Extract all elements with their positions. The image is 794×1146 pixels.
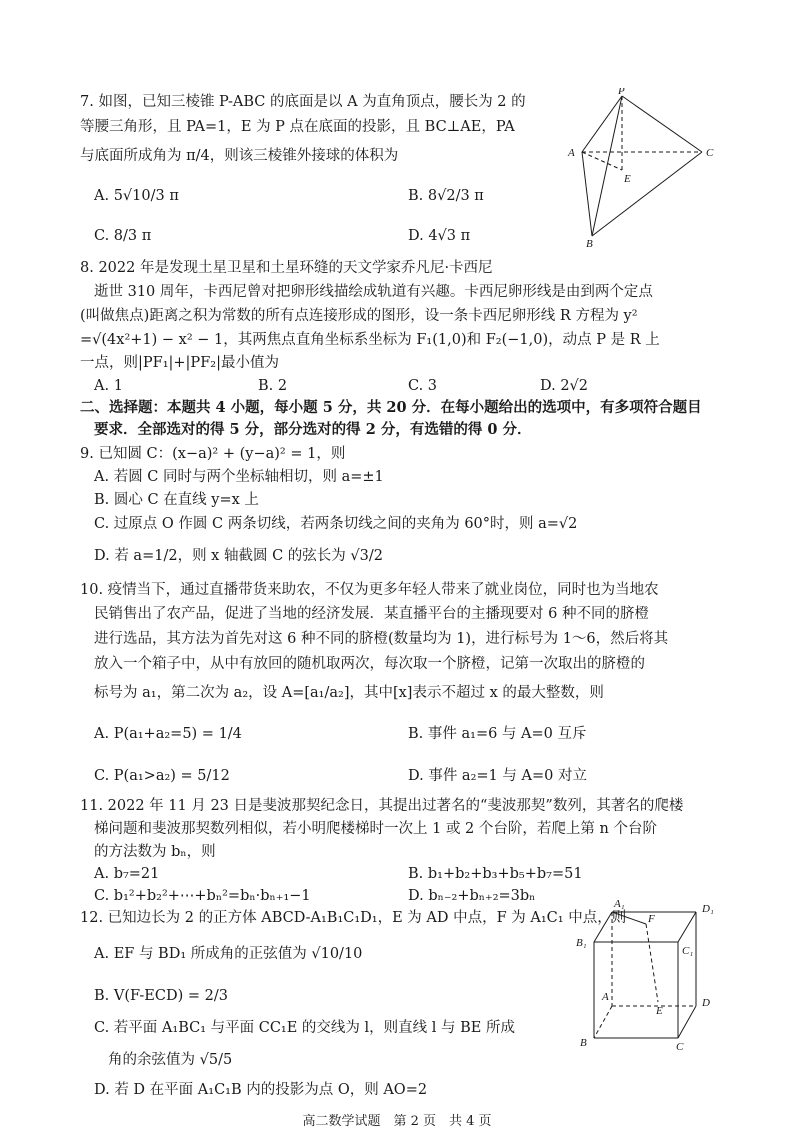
cube-figure [568,894,728,1054]
label-b: B [580,1037,587,1049]
q10-option-b: B. 事件 a₁=6 与 A=0 互斥 [408,726,587,742]
q9-option-a: A. 若圆 C 同时与两个坐标轴相切，则 a=±1 [94,469,384,485]
edge-pc [622,96,702,152]
q12-option-c-line-2: 角的余弦值为 √5/5 [108,1052,233,1068]
label-b1: B₁ [576,937,587,949]
q10-option-a: A. P(a₁+a₂=5) = 1/4 [94,726,242,742]
q8-line-3: (叫做焦点)距离之积为常数的所有点连接形成的图形，设一条卡西尼卵形线 R 方程为 y² [80,308,638,324]
q10-line-2: 民销售出了农产品，促进了当地的经济发展．某直播平台的主播现要对 6 种不同的脐橙 [94,606,649,622]
q7-line-2: 等腰三角形，且 PA=1，E 为 P 点在底面的投影，且 BC⊥AE，PA [80,119,515,135]
q8-line-5: 一点，则|PF₁|+|PF₂|最小值为 [80,355,279,371]
section-2-heading: 二、选择题：本题共 4 小题，每小题 5 分，共 20 分．在每小题给出的选项中，有多项符合题目 [80,399,702,416]
label-e: E [656,1005,663,1017]
label-f: F [648,913,655,925]
q10-option-d: D. 事件 a₂=1 与 A=0 对立 [408,768,587,784]
edge-ab [582,152,592,236]
q8-line-2: 逝世 310 周年，卡西尼曾对把卵形线描绘成轨道有兴趣。卡西尼卵形线是由到两个定点 [94,284,653,300]
label-d: D [702,997,710,1009]
q12-option-c-line-1: C. 若平面 A₁BC₁ 与平面 CC₁E 的交线为 l，则直线 l 与 BE 所成 [94,1020,515,1036]
q10-option-c: C. P(a₁>a₂) = 5/12 [94,768,230,784]
segment-ae [582,152,622,170]
q12-option-b: B. V(F-ECD) = 2/3 [94,988,228,1004]
q11-option-b: B. b₁+b₂+b₃+b₅+b₇=51 [408,866,583,882]
q8-option-b: B. 2 [258,378,288,394]
q10-line-3: 进行选品，其方法为首先对这 6 种不同的脐橙(数量均为 1)，进行标号为 1～6，然后将其 [94,631,669,647]
label-c: C [706,147,714,159]
q7-option-c: C. 8/3 π [94,228,152,244]
label-a1: A₁ [614,898,625,910]
q12-option-d: D. 若 D 在平面 A₁C₁B 内的投影为点 O，则 AO=2 [94,1082,428,1098]
q8-option-c: C. 3 [408,378,438,394]
q12-option-a: A. EF 与 BD₁ 所成角的正弦值为 √10/10 [94,946,363,962]
q11-line-2: 梯问题和斐波那契数列相似，若小明爬楼梯时一次上 1 或 2 个台阶，若爬上第 n 个台阶 [94,821,657,837]
label-p: P [618,88,625,97]
q7-option-d: D. 4√3 π [408,228,471,244]
q8-option-d: D. 2√2 [540,378,589,394]
q10-line-5: 标号为 a₁，第二次为 a₂，设 A=[a₁/a₂]，其中[x]表示不超过 x 的最大整数，则 [94,685,604,701]
q11-option-d: D. bₙ₋₂+bₙ₊₂=3bₙ [408,888,536,904]
q11-option-a: A. b₇=21 [94,866,160,882]
q11-line-3: 的方法数为 bₙ，则 [94,844,216,860]
q7-line-1: 7. 如图，已知三棱锥 P-ABC 的底面是以 A 为直角顶点，腰长为 2 的 [80,94,526,110]
q11-line-1: 11. 2022 年 11 月 23 日是斐波那契纪念日，其提出过著名的“斐波那契”数列，其著名的爬楼 [80,798,684,814]
q9-option-c: C. 过原点 O 作圆 C 两条切线，若两条切线之间的夹角为 60°时，则 a=√2 [94,516,578,532]
label-c1: C₁ [682,945,694,957]
edge-bc [592,152,702,236]
q8-line-1: 8. 2022 年是发现土星卫星和土星环缝的天文学家乔凡尼·卡西尼 [80,260,493,276]
q7-option-b: B. 8√2/3 π [408,188,484,204]
q12-stem: 12. 已知边长为 2 的正方体 ABCD-A₁B₁C₁D₁，E 为 AD 中点，F 为 A₁C₁ 中点，则 [80,910,627,926]
q7-option-a: A. 5√10/3 π [94,188,179,204]
label-a: A [568,147,575,159]
label-e: E [624,173,631,185]
label-b: B [586,238,593,248]
q10-line-4: 放入一个箱子中，从中有放回的随机取两次，每次取一个脐橙，记第一次取出的脐橙的 [94,656,645,672]
q11-option-c: C. b₁²+b₂²+⋯+bₙ²=bₙ·bₙ₊₁−1 [94,888,311,904]
q9-option-d: D. 若 a=1/2，则 x 轴截圆 C 的弦长为 √3/2 [94,548,383,564]
label-a: A [602,991,609,1003]
q9-option-b: B. 圆心 C 在直线 y=x 上 [94,492,259,508]
q9-stem: 9. 已知圆 C：(x−a)² + (y−a)² = 1，则 [80,446,346,462]
q8-option-a: A. 1 [94,378,123,394]
q8-line-4: =√(4x²+1) − x² − 1，其两焦点直角坐标系坐标为 F₁(1,0)和 F₂(−1,0)，动点 P 是 R 上 [80,332,660,348]
q7-line-3: 与底面所成角为 π/4，则该三棱锥外接球的体积为 [80,148,399,164]
label-d1: D₁ [702,903,714,915]
q10-line-1: 10. 疫情当下，通过直播带货来助农，不仅为更多年轻人带来了就业岗位，同时也为当地农 [80,582,659,598]
section-2-instructions: 要求．全部选对的得 5 分，部分选对的得 2 分，有选错的得 0 分． [94,421,532,438]
page-footer: 高二数学试题 第 2 页 共 4 页 [302,1114,492,1129]
pyramid-figure [560,88,730,248]
label-c: C [676,1041,684,1053]
